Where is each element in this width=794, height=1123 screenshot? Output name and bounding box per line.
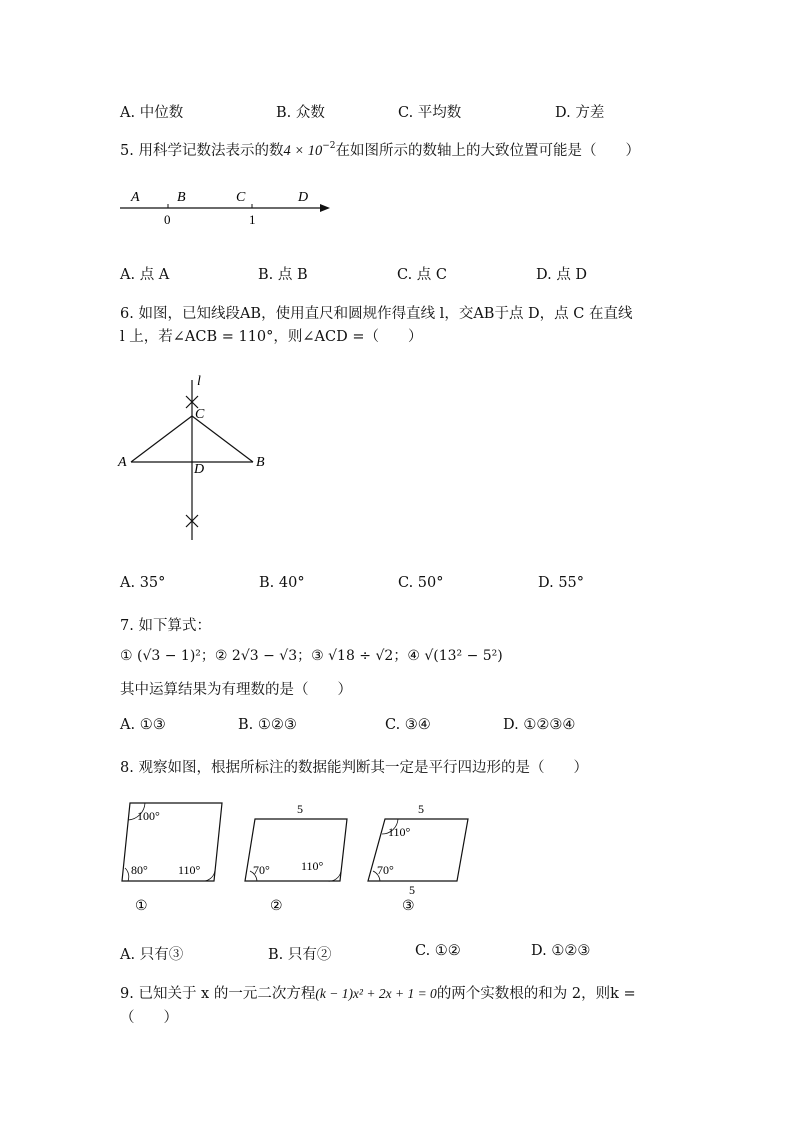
- quad-3-side-top-5: 5: [418, 802, 424, 816]
- q7-option-c: C. ③④: [385, 717, 431, 733]
- q5-number-exp: −2: [322, 141, 336, 151]
- q5-option-c: C. 点 C: [397, 267, 447, 283]
- tick-label-1: 1: [249, 212, 256, 227]
- q5-number-base: 4 × 10: [283, 143, 323, 159]
- q9-blank: （ ）: [120, 1010, 178, 1026]
- q6-stem-line1: 6. 如图，已知线段AB，使用直尺和圆规作得直线 l，交AB于点 D，点 C 在直线: [120, 306, 633, 322]
- q5-option-a: A. 点 A: [120, 267, 170, 283]
- q4-option-d: D. 方差: [555, 105, 605, 121]
- q5-stem: [120, 139, 640, 160]
- q8-stem: 8. 观察如图，根据所标注的数据能判断其一定是平行四边形的是（ ）: [120, 760, 588, 776]
- point-label-b: B: [177, 190, 186, 205]
- number-line-arrow: [320, 204, 330, 212]
- q7-sep-3: ；: [393, 648, 408, 664]
- q6-option-c: C. 50°: [398, 575, 444, 591]
- q7-option-b: B. ①②③: [238, 717, 297, 733]
- q7-expr-4: ④ √(13² − 5²): [407, 648, 503, 664]
- label-b: B: [256, 455, 265, 470]
- quad-1-label: ①: [135, 899, 148, 914]
- q7-question: 其中运算结果为有理数的是（ ）: [120, 682, 352, 698]
- quad-1-angle-100: 100°: [137, 809, 160, 823]
- q8-figures: [115, 798, 485, 918]
- q7-expr-1: ① (√3 − 1)²: [120, 648, 201, 664]
- segment-ac: [131, 416, 192, 462]
- q4-option-c: C. 平均数: [398, 105, 462, 121]
- q5-stem-after: 在如图所示的数轴上的大致位置可能是（ ）: [335, 143, 641, 159]
- q9-stem: [120, 982, 636, 1003]
- q7-expr-3: ③ √18 ÷ √2: [311, 648, 394, 664]
- tick-label-0: 0: [164, 212, 171, 227]
- quad-1-angle-bottom-left: [125, 868, 129, 881]
- q6-figure: [115, 370, 275, 545]
- q5-option-d: D. 点 D: [536, 267, 588, 283]
- q7-option-d: D. ①②③④: [503, 717, 576, 733]
- quad-1-angle-80: 80°: [131, 863, 148, 877]
- q5-option-b: B. 点 B: [258, 267, 308, 283]
- quad-3-angle-110: 110°: [388, 825, 411, 839]
- q5-number-line-figure: [118, 185, 338, 230]
- q8-option-d: D. ①②③: [531, 943, 591, 959]
- quad-1-angle-110: 110°: [178, 863, 201, 877]
- q6-option-d: D. 55°: [538, 575, 585, 591]
- label-d: D: [194, 462, 205, 477]
- segment-cb: [192, 416, 253, 462]
- label-l: l: [197, 374, 201, 389]
- quad-2-angle-bottom-right: [327, 871, 341, 881]
- q9-stem-after: 的两个实数根的和为 2，则k =: [436, 986, 636, 1002]
- q8-option-c: C. ①②: [415, 943, 461, 959]
- quad-2-label: ②: [270, 899, 283, 914]
- q6-option-b: B. 40°: [259, 575, 305, 591]
- q7-sep-1: ；: [200, 648, 215, 664]
- quad-2-angle-70: 70°: [253, 863, 270, 877]
- q7-expressions: [120, 645, 503, 665]
- quad-3-side-bottom-5: 5: [409, 883, 415, 897]
- q7-expr-2: ② 2√3 − √3: [214, 648, 298, 664]
- q8-option-a: A. 只有③: [120, 947, 184, 963]
- point-label-a: A: [131, 190, 140, 205]
- quad-2-side-5: 5: [297, 802, 303, 816]
- q7-sep-2: ；: [297, 648, 312, 664]
- quad-3-label: ③: [402, 899, 415, 914]
- point-label-d: D: [298, 190, 309, 205]
- q5-stem-before: 5. 用科学记数法表示的数: [120, 143, 284, 159]
- label-c: C: [195, 407, 205, 422]
- q7-stem: 7. 如下算式：: [120, 618, 211, 634]
- quad-1-angle-bottom-right: [202, 870, 215, 881]
- q8-option-b: B. 只有②: [268, 947, 332, 963]
- quad-3-angle-70: 70°: [377, 863, 394, 877]
- point-label-c: C: [236, 190, 246, 205]
- q9-stem-before: 9. 已知关于 x 的一元二次方程: [120, 986, 316, 1002]
- q6-stem-line2: l 上，若∠ACB = 110°，则∠ACD =（ ）: [120, 329, 423, 345]
- q4-option-b: B. 众数: [276, 105, 325, 121]
- q9-equation: (k − 1)x² + 2x + 1 = 0: [315, 986, 437, 1001]
- q4-option-a: A. 中位数: [120, 105, 184, 121]
- label-a: A: [118, 455, 127, 470]
- quad-2-angle-110: 110°: [301, 859, 324, 873]
- q7-option-a: A. ①③: [120, 717, 166, 733]
- q6-option-a: A. 35°: [120, 575, 166, 591]
